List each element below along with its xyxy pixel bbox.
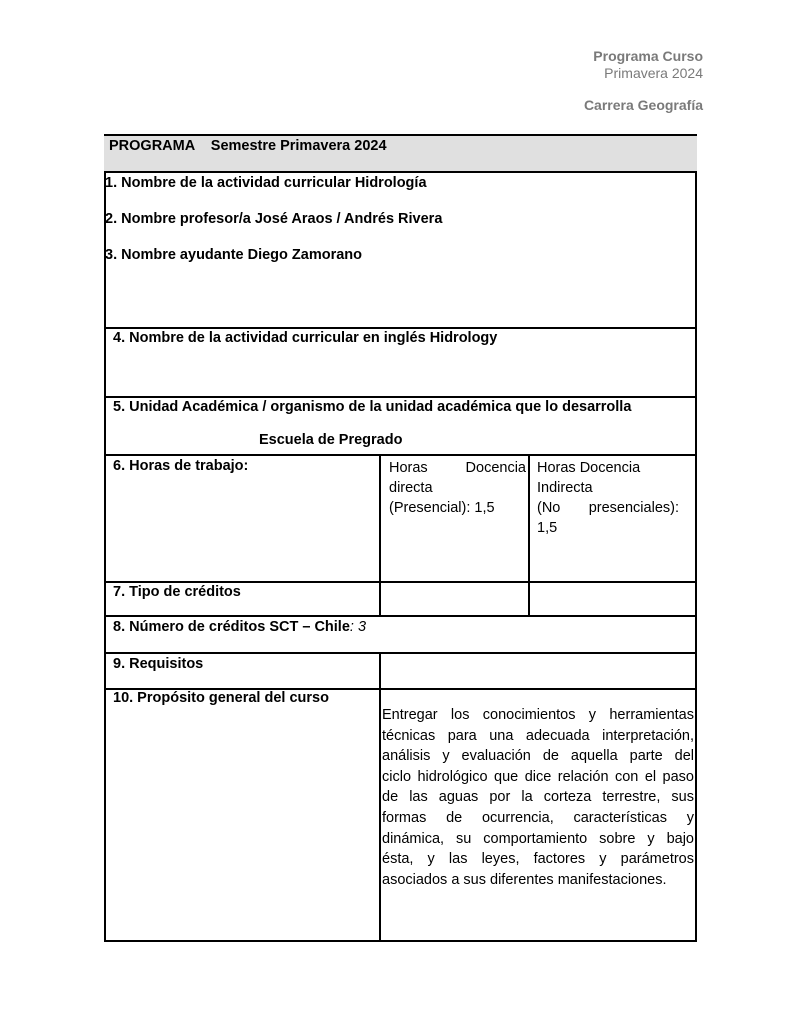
divider: [104, 615, 697, 617]
divider: [104, 454, 697, 456]
item-activity-name: 1. Nombre de la actividad curricular Hidrología: [105, 175, 427, 191]
item-requirements: 9. Requisitos: [113, 656, 204, 672]
purpose-text: [382, 705, 694, 890]
item-professor: 2. Nombre profesor/a José Araos / Andrés Rivera: [105, 211, 443, 227]
item-assistant: 3. Nombre ayudante Diego Zamorano: [105, 247, 363, 263]
indirect-hours-line: Horas Docencia: [537, 460, 641, 476]
divider: [379, 455, 381, 616]
direct-hours-line: Horas Docencia: [389, 460, 526, 476]
header-semester: Primavera 2024: [604, 65, 703, 81]
divider: [104, 171, 106, 942]
divider: [104, 327, 697, 329]
direct-hours-line: (Presencial): 1,5: [389, 500, 495, 516]
purpose-line: ésta, y las leyes, factores y parámetros: [382, 851, 694, 868]
divider: [695, 171, 697, 942]
header-career: Carrera Geografía: [583, 97, 703, 113]
purpose-line: Entregar los conocimientos y herramientas: [382, 707, 694, 723]
purpose-line: técnicas para una adecuada interpretación,: [382, 727, 694, 744]
direct-hours: [389, 458, 526, 518]
item-work-hours: 6. Horas de trabajo:: [113, 458, 249, 474]
divider: [104, 581, 697, 583]
direct-hours-line: directa: [389, 480, 433, 496]
purpose-line: de las aguas por la corteza terrestre, sus: [382, 789, 694, 806]
indirect-hours-line: (No presenciales):: [537, 500, 679, 516]
divider: [528, 455, 530, 616]
divider: [104, 396, 697, 398]
indirect-hours-line: 1,5: [537, 520, 558, 536]
purpose-line: dinámica, su comportamiento sobre y bajo: [382, 830, 694, 847]
sct-credits-value: : 3: [349, 619, 367, 635]
item-english-name: 4. Nombre de la actividad curricular en inglés Hidrology: [113, 330, 498, 346]
divider: [104, 171, 697, 173]
purpose-line: formas de ocurrencia, características y: [382, 809, 694, 826]
divider: [104, 134, 697, 136]
purpose-line: ciclo hidrológico que dice relación con el paso: [382, 768, 694, 785]
header-title: Programa Curso: [593, 48, 703, 64]
item-credit-type: 7. Tipo de créditos: [113, 584, 241, 600]
indirect-hours: [537, 458, 679, 538]
table-title: PROGRAMA Semestre Primavera 2024: [109, 138, 387, 154]
divider: [104, 940, 697, 942]
indirect-hours-line: Indirecta: [537, 480, 593, 496]
divider: [104, 652, 697, 654]
sct-credits-label: 8. Número de créditos SCT – Chile: [113, 619, 350, 635]
item-purpose: 10. Propósito general del curso: [113, 690, 329, 706]
item-academic-unit: 5. Unidad Académica / organismo de la unidad académica que lo desarrolla: [113, 399, 632, 415]
item-sct-credits: [113, 619, 366, 635]
divider: [379, 653, 381, 941]
purpose-line: análisis y evaluación de aquella parte del: [382, 748, 694, 765]
academic-unit-value: Escuela de Pregrado: [259, 432, 403, 448]
purpose-line: asociados a sus diferentes manifestaciones.: [382, 871, 667, 888]
